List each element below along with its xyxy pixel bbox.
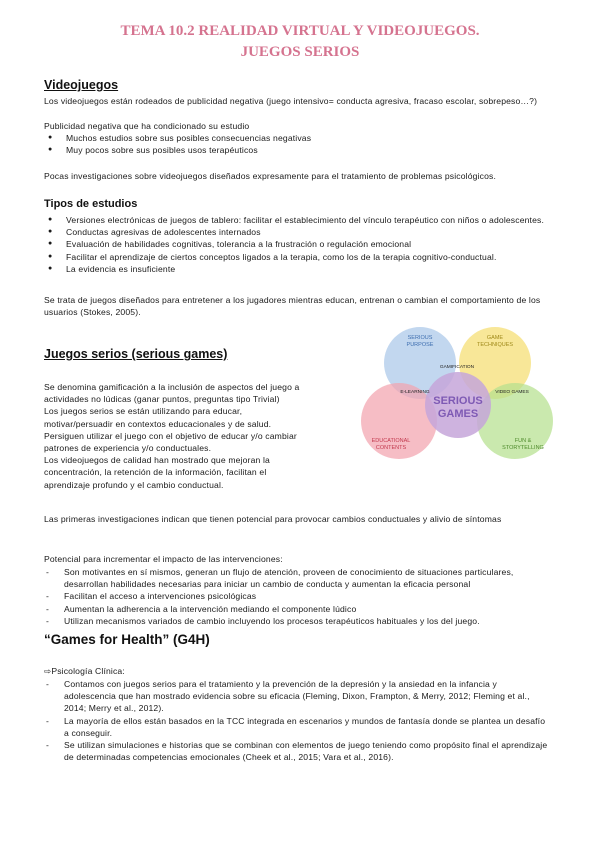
text-line: motivar/persuadir en contextos educacionales y de salud.: [44, 418, 272, 429]
text-line: Los videojuegos de calidad han mostrado que mejoran la: [44, 455, 270, 466]
section-heading-g4h: “Games for Health” (G4H): [44, 632, 210, 647]
label-center-games: GAMES: [437, 408, 479, 420]
section-heading-videojuegos: Videojuegos: [44, 78, 119, 92]
label-elearning: E-LEARNING: [400, 390, 430, 395]
paragraph-gamificacion: [44, 381, 349, 491]
label-educational: EDUCATIONAL: [371, 438, 411, 444]
label-serious: SERIOUS: [407, 335, 433, 341]
text-line: concentración, la retención de la información, facilitan el: [44, 467, 267, 478]
label-purpose: PURPOSE: [406, 342, 434, 348]
page-title-line-1: TEMA 10.2 REALIDAD VIRTUAL Y VIDEOJUEGOS.: [120, 23, 480, 39]
label-game: GAME: [486, 335, 504, 341]
label-fun: FUN &: [514, 438, 532, 444]
paragraph-publicidad: Publicidad negativa que ha condicionado su estudio: [44, 121, 250, 131]
text-line: Persiguen utilizar el juego con el objetivo de educar y/o cambiar: [44, 430, 297, 441]
serious-games-venn-diagram: [355, 325, 560, 465]
list-item: ● Muchos estudios sobre sus posibles consecuencias negativas: [48, 132, 553, 144]
paragraph-primeras-investigaciones: Las primeras investigaciones indican que tienen potencial para provocar cambios conductuales y alivio de síntomas: [44, 514, 502, 524]
list-potencial: [46, 566, 551, 627]
text-line: actividades no lúdicas (ganar puntos, preguntas tipo Trivial): [44, 394, 280, 405]
text-line: patrones de experiencia y/o conductuales.: [44, 443, 212, 454]
label-video-games: VIDEO GAMES: [495, 390, 529, 395]
label-contents: CONTENTS: [375, 445, 407, 451]
list-g4h: [46, 678, 551, 763]
list-item: ● Versiones electrónicas de juegos de tablero: facilitar el establecimiento del vínculo terapéutico con niños o adolescentes.: [48, 214, 553, 226]
section-heading-juegos-serios: Juegos serios (serious games): [44, 347, 228, 361]
text-line: Los juegos serios se están utilizando para educar,: [44, 406, 243, 417]
list-tipos: [48, 214, 553, 275]
text-line: aprendizaje profundo y el cambio conductual.: [44, 479, 224, 490]
list-item: - Contamos con juegos serios para el tratamiento y la prevención de la depresión y la ansiedad en la infancia y adolescencia que han mostrado evidencia sobre su eficacia (Fleming, Dixon, Frampton, & Merry, 2012; Fleming et al., 2014; Merry et al., 2012).: [46, 678, 551, 715]
label-gamification: GAMIFICATION: [439, 365, 475, 370]
list-item: - Utilizan mecanismos variados de cambio incluyendo los procesos terapéuticos habituales y los del juego.: [46, 615, 551, 627]
list-item: - Facilitan el acceso a intervenciones psicológicas: [46, 590, 551, 602]
label-techniques: TECHNIQUES: [476, 342, 514, 348]
list-item: ● Evaluación de habilidades cognitivas, tolerancia a la frustración o regulación emocional: [48, 238, 553, 250]
paragraph-intro: Los videojuegos están rodeados de publicidad negativa (juego intensivo= conducta agresiva, fracaso escolar, sobrepeso…?): [44, 96, 538, 106]
text-line: Se denomina gamificación a la inclusión de aspectos del juego a: [44, 382, 300, 392]
list-item: ● Muy pocos sobre sus posibles usos terapéuticos: [48, 144, 553, 156]
label-center-serious: SERIOUS: [433, 395, 483, 407]
page-title-line-2: JUEGOS SERIOS: [240, 44, 360, 60]
paragraph-definicion: Se trata de juegos diseñados para entretener a los jugadores mientras educan, entrenan o cambian el comportamiento de los usuarios (Stokes, 2005).: [44, 295, 541, 318]
list-item: ● La evidencia es insuficiente: [48, 263, 553, 275]
list-item: - Se utilizan simulaciones e historias que se combinan con elementos de juego teniendo como propósito final el aprendizaje de determinadas competencias emocionales (Cheek et al., 2015; Vara et al., 2016).: [46, 739, 551, 763]
subheading-psicologia-clinica: ⇨Psicología Clínica:: [44, 666, 125, 676]
section-heading-tipos: Tipos de estudios: [44, 198, 138, 210]
list-item: - La mayoría de ellos están basados en la TCC integrada en escenarios y mundos de fantasía donde se plantea un desafío a conseguir.: [46, 715, 551, 739]
list-item: - Aumentan la adherencia a la intervención mediando el componente lúdico: [46, 603, 551, 615]
list-item: - Son motivantes en sí mismos, generan un flujo de atención, proveen de conocimiento de situaciones particulares, desarrollan habilidades necesarias para iniciar un cambio de conducta y aumentan la eficacia personal: [46, 566, 551, 590]
label-storytelling: STORYTELLING: [502, 445, 544, 451]
list-videojuegos: [48, 132, 553, 156]
list-item: ● Facilitar el aprendizaje de ciertos conceptos ligados a la terapia, como los de la terapia cognitivo-conductual.: [48, 251, 553, 263]
paragraph-pocas-investigaciones: Pocas investigaciones sobre videojuegos diseñados expresamente para el tratamiento de problemas psicológicos.: [44, 171, 497, 181]
paragraph-potencial: Potencial para incrementar el impacto de las intervenciones:: [44, 554, 283, 564]
list-item: ● Conductas agresivas de adolescentes internados: [48, 226, 553, 238]
